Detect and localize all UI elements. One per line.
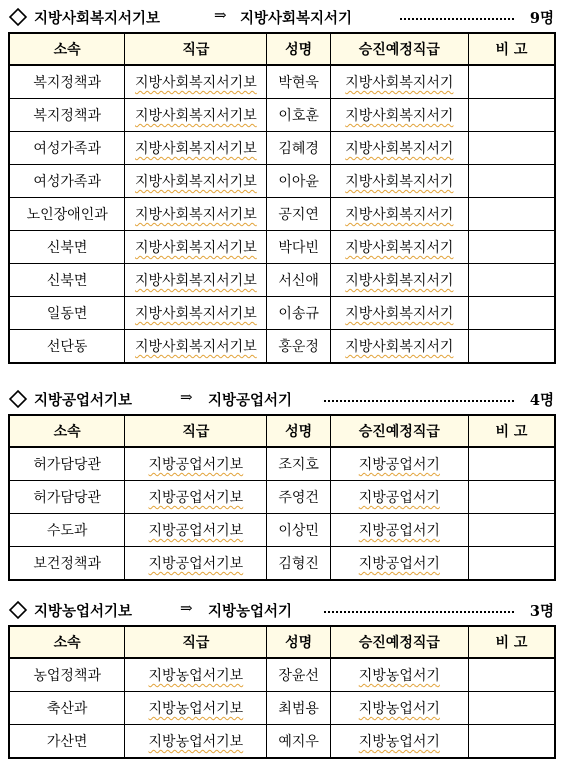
cell-name (267, 514, 330, 547)
cell-note (468, 658, 555, 692)
cell-dept-text: 농업정책과 (33, 668, 101, 684)
cell-dept-text: 신북면 (46, 273, 88, 289)
cell-name (267, 447, 330, 481)
table-row (9, 264, 555, 297)
cell-grade-text: 지방사회복지서기보 (135, 174, 257, 190)
cell-note (468, 99, 555, 132)
cell-target-text: 지방사회복지서기 (345, 174, 454, 190)
column-header-dept: 소속 (9, 415, 125, 447)
cell-dept (9, 547, 125, 581)
cell-name-text: 장윤선 (278, 668, 319, 684)
to-grade: 지방공업서기 (208, 392, 293, 409)
column-header-note: 비 고 (468, 33, 555, 65)
cell-grade-text: 지방농업서기보 (148, 668, 244, 684)
cell-target (330, 330, 468, 364)
table-row (9, 65, 555, 99)
column-header-dept: 소속 (9, 626, 125, 658)
cell-name (267, 65, 330, 99)
cell-dept-text: 여성가족과 (33, 174, 101, 190)
cell-name-text: 이송규 (278, 306, 319, 322)
cell-note (468, 165, 555, 198)
cell-name (267, 547, 330, 581)
cell-grade-text: 지방사회복지서기보 (135, 339, 257, 355)
cell-target (330, 514, 468, 547)
cell-target-text: 지방사회복지서기 (345, 75, 454, 91)
cell-grade (125, 514, 267, 547)
arrow-icon: ⇒ (180, 388, 193, 406)
cell-dept (9, 297, 125, 330)
cell-name (267, 692, 330, 725)
cell-name-text: 김형진 (278, 556, 319, 572)
headcount: 9명 (529, 10, 554, 27)
table-row (9, 132, 555, 165)
cell-grade-text: 지방사회복지서기보 (135, 75, 257, 91)
cell-dept-text: 복지정책과 (33, 108, 101, 124)
cell-target-text: 지방사회복지서기 (345, 141, 454, 157)
cell-name (267, 165, 330, 198)
table-row (9, 330, 555, 364)
cell-target-text: 지방사회복지서기 (345, 108, 454, 124)
cell-grade (125, 65, 267, 99)
table-row (9, 692, 555, 725)
cell-dept-text: 보건정책과 (33, 556, 101, 572)
cell-target-text: 지방공업서기 (358, 556, 440, 572)
cell-dept-text: 선단동 (46, 339, 88, 355)
column-header-grade: 직급 (125, 415, 267, 447)
from-grade: 지방사회복지서기보 (34, 10, 161, 27)
cell-note (468, 547, 555, 581)
cell-note (468, 198, 555, 231)
cell-dept-text: 신북면 (46, 240, 88, 256)
cell-target (330, 99, 468, 132)
cell-grade (125, 447, 267, 481)
cell-dept (9, 725, 125, 759)
cell-name (267, 330, 330, 364)
cell-grade-text: 지방공업서기보 (148, 556, 244, 572)
cell-dept (9, 658, 125, 692)
column-header-grade: 직급 (125, 33, 267, 65)
cell-dept (9, 65, 125, 99)
column-header-target: 승진예정직급 (330, 415, 468, 447)
cell-grade-text: 지방사회복지서기보 (135, 207, 257, 223)
cell-target-text: 지방농업서기 (358, 734, 440, 750)
column-header-name: 성명 (267, 415, 330, 447)
cell-grade (125, 231, 267, 264)
cell-name-text: 예지우 (278, 734, 319, 750)
table-row (9, 99, 555, 132)
cell-name-text: 공지연 (278, 207, 319, 223)
cell-dept (9, 481, 125, 514)
cell-note (468, 725, 555, 759)
cell-note (468, 297, 555, 330)
cell-dept (9, 514, 125, 547)
column-header-grade: 직급 (125, 626, 267, 658)
to-grade: 지방농업서기 (208, 603, 293, 620)
column-header-note: 비 고 (468, 415, 555, 447)
cell-dept (9, 231, 125, 264)
cell-grade-text: 지방공업서기보 (148, 457, 244, 473)
cell-target (330, 481, 468, 514)
cell-name (267, 231, 330, 264)
cell-target (330, 547, 468, 581)
cell-grade (125, 330, 267, 364)
table-row (9, 481, 555, 514)
cell-grade (125, 481, 267, 514)
cell-grade-text: 지방사회복지서기보 (135, 240, 257, 256)
cell-grade (125, 658, 267, 692)
arrow-icon: ⇒ (214, 6, 227, 24)
cell-name (267, 264, 330, 297)
cell-target (330, 198, 468, 231)
cell-target-text: 지방공업서기 (358, 490, 440, 506)
cell-dept (9, 165, 125, 198)
cell-dept-text: 축산과 (46, 701, 88, 717)
column-header-dept: 소속 (9, 33, 125, 65)
cell-target-text: 지방사회복지서기 (345, 306, 454, 322)
cell-name (267, 297, 330, 330)
cell-dept-text: 노인장애인과 (26, 207, 108, 223)
cell-name (267, 198, 330, 231)
cell-dept-text: 허가담당관 (33, 457, 101, 473)
cell-target (330, 65, 468, 99)
cell-grade-text: 지방사회복지서기보 (135, 273, 257, 289)
cell-grade-text: 지방사회복지서기보 (135, 306, 257, 322)
cell-note (468, 692, 555, 725)
table-row (9, 297, 555, 330)
cell-note (468, 65, 555, 99)
cell-name-text: 홍운정 (278, 339, 319, 355)
cell-target (330, 264, 468, 297)
cell-target-text: 지방농업서기 (358, 701, 440, 717)
cell-note (468, 447, 555, 481)
cell-name-text: 박현욱 (278, 75, 319, 91)
cell-grade (125, 99, 267, 132)
table-row (9, 547, 555, 581)
cell-dept-text: 수도과 (46, 523, 88, 539)
table-row (9, 165, 555, 198)
cell-target-text: 지방사회복지서기 (345, 240, 454, 256)
promotion-table (8, 625, 556, 759)
cell-name (267, 99, 330, 132)
cell-dept (9, 692, 125, 725)
cell-target (330, 165, 468, 198)
from-grade: 지방공업서기보 (34, 392, 133, 409)
section-heading (8, 597, 556, 621)
column-header-name: 성명 (267, 626, 330, 658)
cell-target-text: 지방사회복지서기 (345, 273, 454, 289)
cell-target (330, 231, 468, 264)
cell-name-text: 조지호 (278, 457, 319, 473)
cell-grade-text: 지방공업서기보 (148, 490, 244, 506)
cell-dept (9, 99, 125, 132)
to-grade: 지방사회복지서기 (240, 10, 353, 27)
table-row (9, 447, 555, 481)
promotion-section (8, 4, 556, 364)
cell-name (267, 132, 330, 165)
headcount: 4명 (529, 392, 554, 409)
cell-dept (9, 447, 125, 481)
section-heading (8, 386, 556, 410)
cell-dept (9, 330, 125, 364)
dotted-leader (400, 18, 514, 20)
column-header-name: 성명 (267, 33, 330, 65)
cell-grade (125, 725, 267, 759)
cell-name (267, 481, 330, 514)
section-heading (8, 4, 556, 28)
cell-target (330, 658, 468, 692)
cell-name (267, 658, 330, 692)
promotion-table (8, 414, 556, 581)
cell-target-text: 지방농업서기 (358, 668, 440, 684)
cell-grade-text: 지방사회복지서기보 (135, 141, 257, 157)
cell-note (468, 264, 555, 297)
cell-grade (125, 297, 267, 330)
dotted-leader (324, 400, 514, 402)
cell-name-text: 김혜경 (278, 141, 319, 157)
table-row (9, 514, 555, 547)
cell-dept-text: 여성가족과 (33, 141, 101, 157)
cell-grade (125, 547, 267, 581)
cell-note (468, 514, 555, 547)
cell-name-text: 이아윤 (278, 174, 319, 190)
diamond-icon (8, 389, 28, 409)
cell-dept-text: 허가담당관 (33, 490, 101, 506)
cell-grade (125, 264, 267, 297)
column-header-target: 승진예정직급 (330, 33, 468, 65)
table-header-row (9, 415, 555, 447)
cell-dept-text: 일동면 (46, 306, 88, 322)
cell-target-text: 지방공업서기 (358, 457, 440, 473)
cell-grade (125, 165, 267, 198)
cell-note (468, 481, 555, 514)
cell-target (330, 692, 468, 725)
cell-target (330, 725, 468, 759)
cell-name-text: 주영건 (278, 490, 319, 506)
cell-dept-text: 복지정책과 (33, 75, 101, 91)
cell-grade (125, 198, 267, 231)
cell-grade-text: 지방농업서기보 (148, 701, 244, 717)
promotion-section (8, 386, 556, 581)
cell-grade (125, 692, 267, 725)
cell-note (468, 132, 555, 165)
from-grade: 지방농업서기보 (34, 603, 133, 620)
promotion-section (8, 597, 556, 759)
cell-name-text: 이호훈 (278, 108, 319, 124)
promotion-table (8, 32, 556, 364)
dotted-leader (324, 611, 514, 613)
table-row (9, 658, 555, 692)
cell-dept (9, 132, 125, 165)
cell-name-text: 이상민 (278, 523, 319, 539)
cell-grade-text: 지방공업서기보 (148, 523, 244, 539)
cell-note (468, 330, 555, 364)
column-header-note: 비 고 (468, 626, 555, 658)
cell-grade-text: 지방사회복지서기보 (135, 108, 257, 124)
diamond-icon (8, 7, 28, 27)
cell-target (330, 447, 468, 481)
table-row (9, 725, 555, 759)
cell-name-text: 최범용 (278, 701, 319, 717)
cell-name (267, 725, 330, 759)
cell-target-text: 지방사회복지서기 (345, 339, 454, 355)
table-row (9, 198, 555, 231)
cell-target-text: 지방사회복지서기 (345, 207, 454, 223)
cell-name-text: 박다빈 (278, 240, 319, 256)
table-header-row (9, 626, 555, 658)
cell-grade-text: 지방농업서기보 (148, 734, 244, 750)
cell-dept (9, 198, 125, 231)
column-header-target: 승진예정직급 (330, 626, 468, 658)
arrow-icon: ⇒ (180, 599, 193, 617)
cell-target (330, 297, 468, 330)
cell-target-text: 지방공업서기 (358, 523, 440, 539)
cell-note (468, 231, 555, 264)
cell-name-text: 서신애 (278, 273, 319, 289)
table-row (9, 231, 555, 264)
cell-target (330, 132, 468, 165)
headcount: 3명 (529, 603, 554, 620)
cell-dept (9, 264, 125, 297)
cell-grade (125, 132, 267, 165)
cell-dept-text: 가산면 (46, 734, 88, 750)
diamond-icon (8, 600, 28, 620)
table-header-row (9, 33, 555, 65)
